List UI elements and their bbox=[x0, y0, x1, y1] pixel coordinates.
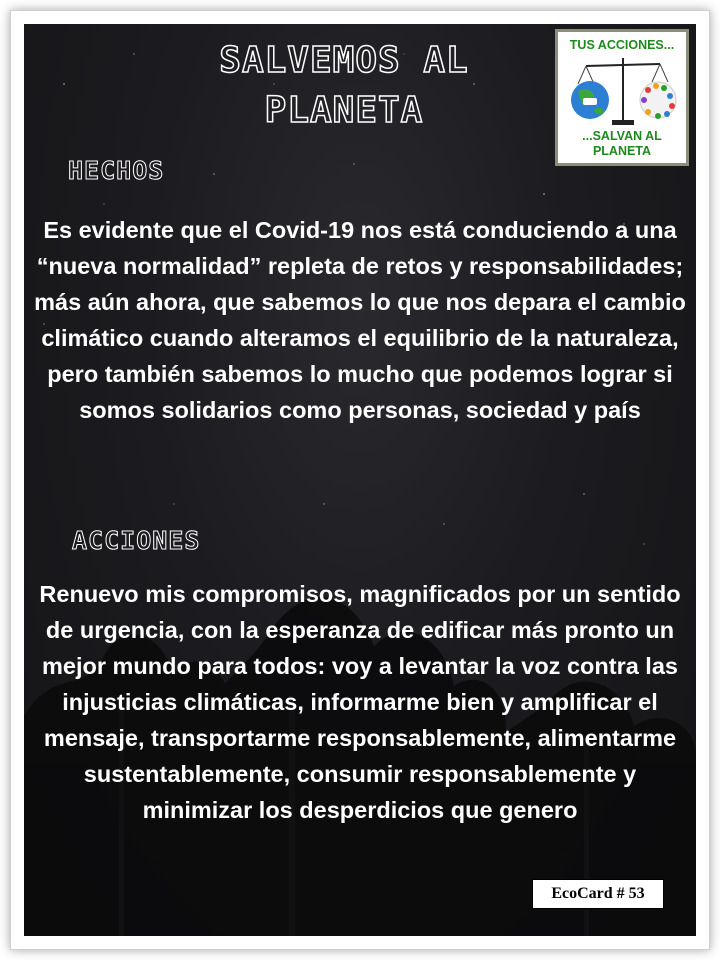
hechos-paragraph: Es evidente que el Covid-19 nos está conduciendo a una “nueva normalidad” repleta de retos y responsabilidades; más aún ahora, que sabemos lo que nos depara el cambio climático cuando alteramos el equilibrio de la naturaleza, pero también sabemos lo mucho que podemos lograr si somos solidarios como personas, sociedad y país bbox=[34, 217, 686, 423]
logo-bottom-text: ...SALVAN AL PLANETA bbox=[582, 129, 662, 158]
earth-scale-people-icon bbox=[568, 52, 678, 130]
acciones-paragraph: Renuevo mis compromisos, magnificados por un sentido de urgencia, con la esperanza de edificar más pronto un mejor mundo para todos: voy a levantar la voz contra las injusticias climáticas, informarme bien y amplificar el mensaje, transportarme responsablemente, alimentarme sustentablemente, consumir responsablemente y minimizar los desperdicios que genero bbox=[39, 581, 681, 823]
eco-card bbox=[24, 24, 696, 936]
page-title: SALVEMOS AL PLANETA bbox=[219, 40, 469, 131]
acciones-heading: ACCIONES bbox=[72, 526, 201, 555]
logo-top-text: TUS ACCIONES... bbox=[569, 38, 675, 52]
logo bbox=[555, 29, 689, 166]
hechos-heading: HECHOS bbox=[68, 156, 165, 185]
ecocard-badge: EcoCard # 53 bbox=[532, 879, 664, 909]
